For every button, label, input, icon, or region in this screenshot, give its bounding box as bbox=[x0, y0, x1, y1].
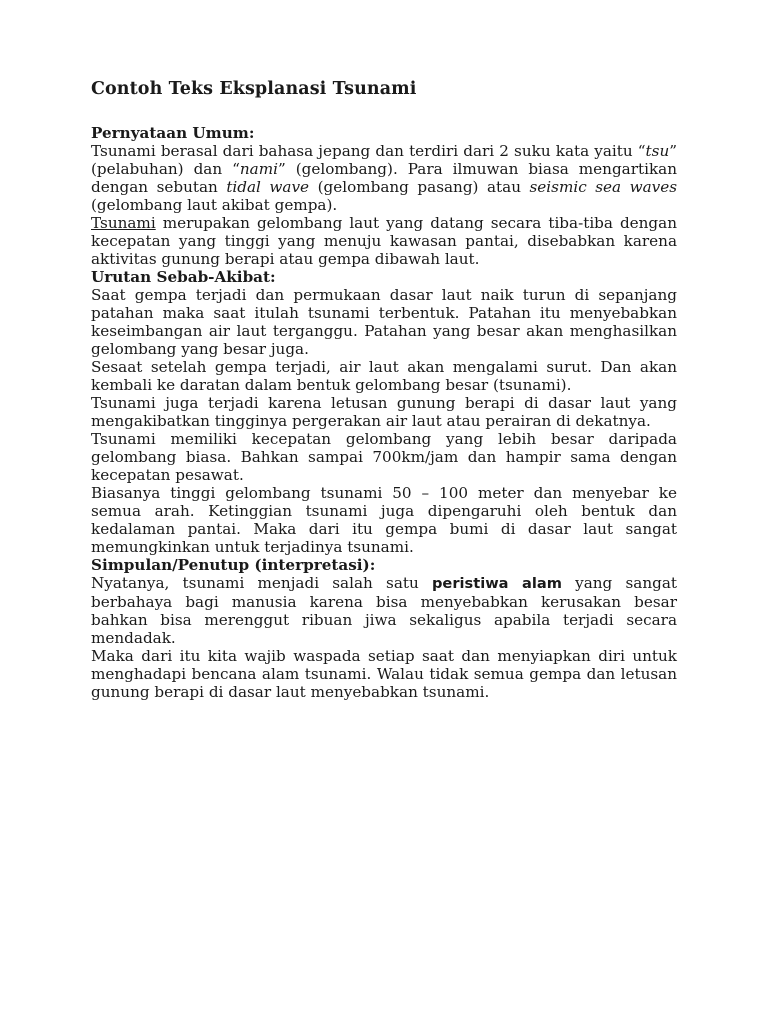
text-run: (gelombang laut akibat gempa). bbox=[91, 196, 338, 214]
paragraph-conclusion-2: Maka dari itu kita wajib waspada setiap saat dan menyiapkan diri untuk menghadapi bencana alam tsunami. Walau tidak semua gempa dan letusan gunung berapi di dasar laut menyebabkan tsunami. bbox=[91, 647, 677, 701]
section-general-statement bbox=[91, 124, 677, 268]
paragraph-cause-effect-5: Biasanya tinggi gelombang tsunami 50 – 100 meter dan menyebar ke semua arah. Ketinggian tsunami juga dipengaruhi oleh bentuk dan kedalaman pantai. Maka dari itu gempa bumi di dasar laut sangat memungkinkan untuk terjadinya tsunami. bbox=[91, 484, 677, 556]
section-heading-cause-effect: Urutan Sebab-Akibat: bbox=[91, 268, 276, 286]
italic-term-nami: nami bbox=[239, 160, 278, 178]
text-run: (gelombang pasang) atau bbox=[309, 178, 530, 196]
bold-term-peristiwa-alam: peristiwa alam bbox=[431, 575, 562, 592]
section-heading-general-statement: Pernyataan Umum: bbox=[91, 124, 255, 142]
italic-term-tsu: tsu bbox=[645, 142, 670, 160]
document-page bbox=[91, 78, 677, 701]
text-run: Tsunami berasal dari bahasa jepang dan terdiri dari 2 suku kata yaitu “ bbox=[91, 142, 646, 160]
paragraph-cause-effect-1: Saat gempa terjadi dan permukaan dasar laut naik turun di sepanjang patahan maka saat itulah tsunami terbentuk. Patahan itu menyebabkan keseimbangan air laut terganggu. Patahan yang besar akan menghasilkan gelombang yang besar juga. bbox=[91, 286, 677, 358]
section-cause-effect bbox=[91, 268, 677, 556]
paragraph-conclusion-1 bbox=[91, 574, 677, 647]
underlined-term-tsunami: Tsunami bbox=[91, 214, 156, 232]
text-run: ” (gelombang). Para ilmuwan biasa mengartikan dengan sebutan bbox=[91, 160, 677, 196]
section-conclusion bbox=[91, 556, 677, 701]
paragraph-tsunami-definition bbox=[91, 214, 677, 268]
text-run: yang sangat berbahaya bagi manusia karena bisa menyebabkan kerusakan besar bahkan bisa merenggut ribuan jiwa sekaligus apabila terjadi secara mendadak. bbox=[91, 574, 677, 647]
paragraph-cause-effect-2: Sesaat setelah gempa terjadi, air laut akan mengalami surut. Dan akan kembali ke daratan dalam bentuk gelombang besar (tsunami). bbox=[91, 358, 677, 394]
paragraph-cause-effect-3: Tsunami juga terjadi karena letusan gunung berapi di dasar laut yang mengakibatkan tingginya pergerakan air laut atau perairan di dekatnya. bbox=[91, 394, 677, 430]
italic-term-tidal-wave: tidal wave bbox=[226, 178, 310, 196]
text-run: merupakan gelombang laut yang datang secara tiba-tiba dengan kecepatan yang tinggi yang menuju kawasan pantai, disebabkan karena aktivitas gunung berapi atau gempa dibawah laut. bbox=[91, 214, 677, 268]
paragraph-tsunami-origin bbox=[91, 142, 677, 214]
text-run: Nyatanya, tsunami menjadi salah satu bbox=[91, 574, 432, 592]
italic-term-seismic-sea-waves: seismic sea waves bbox=[529, 178, 678, 196]
section-heading-conclusion: Simpulan/Penutup (interpretasi): bbox=[91, 556, 376, 574]
paragraph-cause-effect-4: Tsunami memiliki kecepatan gelombang yang lebih besar daripada gelombang biasa. Bahkan sampai 700km/jam dan hampir sama dengan kecepatan pesawat. bbox=[91, 430, 677, 484]
text-run: ” (pelabuhan) dan “ bbox=[91, 142, 677, 178]
document-title: Contoh Teks Eksplanasi Tsunami bbox=[91, 79, 417, 99]
